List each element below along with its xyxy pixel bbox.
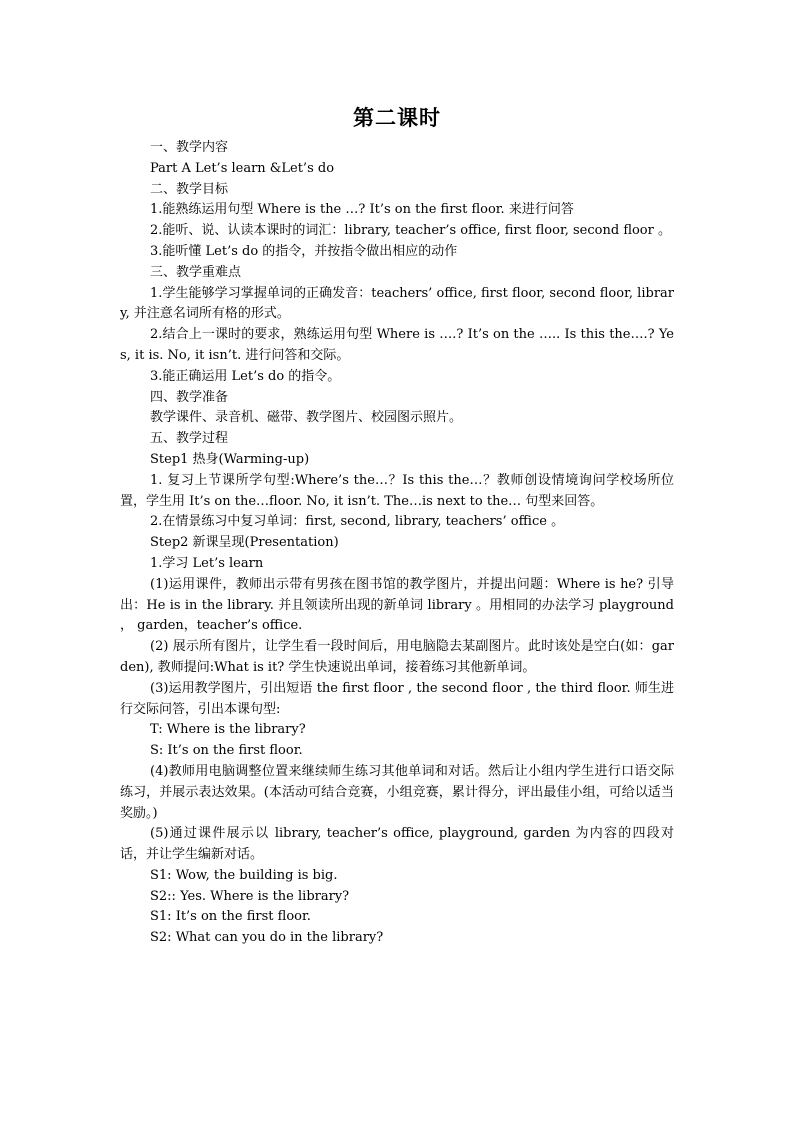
step2-sub-1: (1)运用课件，教师出示带有男孩在图书馆的教学图片，并提出问题：Where is he? 引导出：He is in the library. 并且领读所出现的新单词 library 。用相同的办法学习 playground ， garden，teacher’s office. bbox=[120, 576, 674, 634]
dialogue-line: T: Where is the library? bbox=[150, 722, 306, 738]
step2-sub-2: (2) 展示所有图片，让学生看一段时间后，用电脑隐去某副图片。此时该处是空白(如：garden), 教师提问:What is it? 学生快速说出单词，接着练习其他新单词。 bbox=[120, 639, 674, 675]
step2-sub-4: (4)教师用电脑调整位置来继续师生练习其他单词和对话。然后让小组内学生进行口语交际练习，并展示表达效果。(本活动可结合竞赛，小组竞赛，累计得分，评出最佳小组，可给以适当奖励。) bbox=[120, 763, 674, 821]
page-title: 第二课时 bbox=[353, 105, 441, 130]
preparation-line: 教学课件、录音机、磁带、教学图片、校园图示照片。 bbox=[150, 410, 463, 426]
dialogue-line: S1: Wow, the building is big. bbox=[150, 867, 338, 883]
step2-heading: Step2 新课呈现(Presentation) bbox=[150, 535, 339, 551]
section-heading-preparation: 四、教学准备 bbox=[150, 389, 229, 405]
dialogue-line: S1: It’s on the first floor. bbox=[150, 909, 311, 925]
section-heading-key-points: 三、教学重难点 bbox=[150, 264, 242, 280]
key-point-3: 3.能正确运用 Let’s do 的指令。 bbox=[150, 368, 341, 384]
objective-3: 3.能听懂 Let’s do 的指令，并按指令做出相应的动作 bbox=[150, 243, 458, 259]
dialogue-line: S2:: Yes. Where is the library? bbox=[150, 888, 350, 904]
section-heading-content: 一、教学内容 bbox=[150, 140, 229, 155]
key-point-2: 2.结合上一课时的要求，熟练运用句型 Where is ….? It’s on the ….. Is this the….? Yes, it is. No, it isn’t. 进行问答和交际。 bbox=[120, 327, 674, 363]
step2-sub-5: (5)通过课件展示以 library, teacher’s office, playground, garden 为内容的四段对话，并让学生编新对话。 bbox=[120, 826, 674, 863]
content-line: Part A Let’s learn &Let’s do bbox=[150, 160, 335, 176]
document-body bbox=[120, 138, 674, 949]
step1-item-2: 2.在情景练习中复习单词：first, second, library, teachers’ office 。 bbox=[150, 514, 565, 530]
step1-item-1: 1. 复习上节课所学句型:Where’s the…？Is this the…？教师创设情境询问学校场所位置，学生用 It’s on the…floor. No, it isn’t. The…is next to the… 句型来回答。 bbox=[120, 472, 674, 509]
step2-item-1: 1.学习 Let’s learn bbox=[150, 555, 264, 571]
step2-sub-3: (3)运用教学图片，引出短语 the first floor , the second floor , the third floor. 师生进行交际问答，引出本课句型: bbox=[120, 680, 674, 717]
key-point-1: 1.学生能够学习掌握单词的正确发音：teachers’ office, first floor, second floor, library, 并注意名词所有格的形式。 bbox=[120, 285, 674, 322]
section-heading-process: 五、教学过程 bbox=[150, 431, 229, 447]
objective-1: 1.能熟练运用句型 Where is the …? It’s on the first floor. 来进行问答 bbox=[150, 202, 574, 218]
dialogue-line: S2: What can you do in the library? bbox=[150, 930, 384, 946]
dialogue-line: S: It’s on the first floor. bbox=[150, 743, 303, 759]
section-heading-objectives: 二、教学目标 bbox=[150, 181, 229, 197]
step1-heading: Step1 热身(Warming-up) bbox=[150, 451, 310, 467]
objective-2: 2.能听、说、认读本课时的词汇：library, teacher’s office, first floor, second floor 。 bbox=[150, 223, 671, 239]
